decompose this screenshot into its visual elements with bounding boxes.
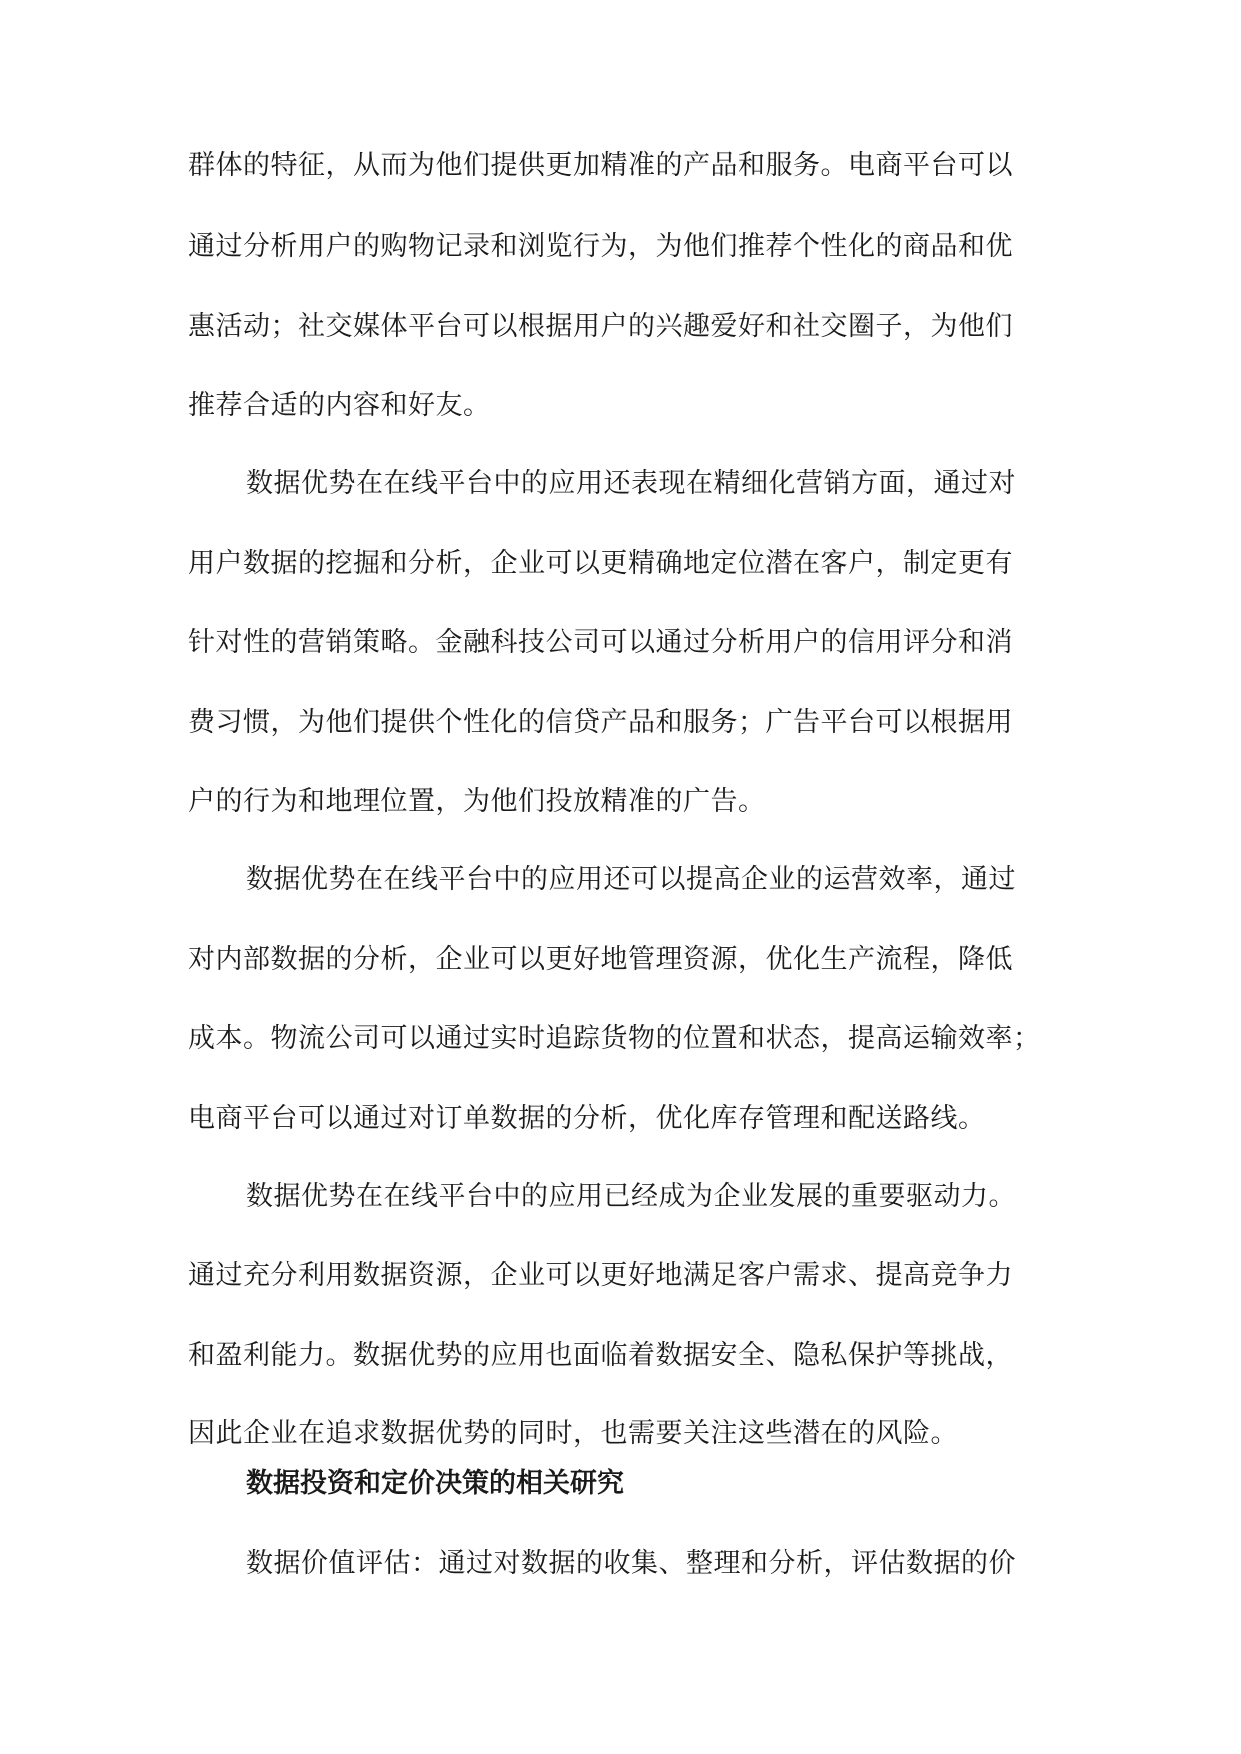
paragraph-line: 因此企业在追求数据优势的同时，也需要关注这些潜在的风险。 [188,1418,958,1449]
paragraph-line: 通过充分利用数据资源，企业可以更好地满足客户需求、提高竞争力 [188,1260,1013,1291]
paragraph-line: 用户数据的挖掘和分析，企业可以更精确地定位潜在客户，制定更有 [188,548,1013,579]
paragraph-line: 户的行为和地理位置，为他们投放精准的广告。 [188,786,766,817]
paragraph-line: 推荐合适的内容和好友。 [188,390,491,421]
paragraph-line: 费习惯，为他们提供个性化的信贷产品和服务；广告平台可以根据用 [188,707,1013,738]
paragraph-line: 针对性的营销策略。金融科技公司可以通过分析用户的信用评分和消 [188,627,1013,658]
section-heading: 数据投资和定价决策的相关研究 [246,1468,624,1499]
paragraph-line: 群体的特征，从而为他们提供更加精准的产品和服务。电商平台可以 [188,150,1013,181]
paragraph-line: 数据价值评估：通过对数据的收集、整理和分析，评估数据的价 [246,1548,1016,1579]
paragraph-line: 惠活动；社交媒体平台可以根据用户的兴趣爱好和社交圈子，为他们 [188,311,1013,342]
paragraph-line: 通过分析用户的购物记录和浏览行为，为他们推荐个性化的商品和优 [188,231,1013,262]
paragraph-line: 数据优势在在线平台中的应用还可以提高企业的运营效率，通过 [246,864,1016,895]
paragraph-line: 数据优势在在线平台中的应用已经成为企业发展的重要驱动力。 [246,1181,1016,1212]
paragraph-line: 电商平台可以通过对订单数据的分析，优化库存管理和配送路线。 [188,1103,986,1134]
paragraph-line: 数据优势在在线平台中的应用还表现在精细化营销方面，通过对 [246,468,1016,499]
paragraph-line: 和盈利能力。数据优势的应用也面临着数据安全、隐私保护等挑战， [188,1340,1013,1371]
paragraph-line: 对内部数据的分析，企业可以更好地管理资源，优化生产流程，降低 [188,944,1013,975]
paragraph-line: 成本。物流公司可以通过实时追踪货物的位置和状态，提高运输效率； [188,1023,1041,1054]
